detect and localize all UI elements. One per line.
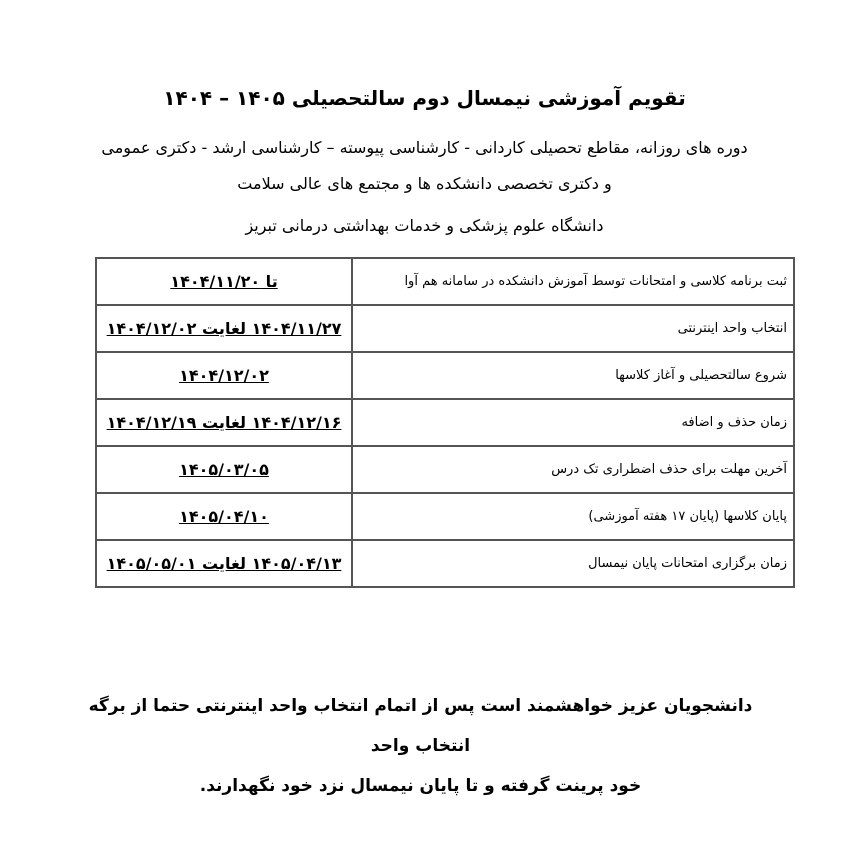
table-row	[96, 352, 794, 399]
subtitle-line-2: و دکتری تخصصی دانشکده ها و مجتمع های عالی سلامت	[237, 174, 612, 193]
table-row	[96, 258, 794, 305]
table-row	[96, 305, 794, 352]
student-notice	[80, 686, 761, 806]
event-date: تا ۱۴۰۴/۱۱/۲۰	[96, 258, 352, 305]
subtitle-line-1: دوره های روزانه، مقاطع تحصیلی کاردانی - کارشناسی پیوسته – کارشناسی ارشد - دکتری عمومی	[101, 138, 748, 157]
table-row	[96, 540, 794, 587]
university-name: دانشگاه علوم پزشکی و خدمات بهداشتی درمانی تبریز	[245, 216, 604, 235]
table-row	[96, 493, 794, 540]
event-description: انتخاب واحد اینترنتی	[352, 305, 794, 352]
page-title: تقویم آموزشی نیمسال دوم سالتحصیلی ۱۴۰۵ – ۱۴۰۴	[163, 86, 686, 110]
event-date: ۱۴۰۴/۱۱/۲۷ لغایت ۱۴۰۴/۱۲/۰۲	[96, 305, 352, 352]
table-row	[96, 446, 794, 493]
notice-line-2: خود پرینت گرفته و تا پایان نیمسال نزد خود نگهدارند.	[199, 776, 642, 796]
program-description	[70, 130, 779, 202]
academic-calendar-table	[95, 257, 795, 588]
event-description: آخرین مهلت برای حذف اضطراری تک درس	[352, 446, 794, 493]
event-date: ۱۴۰۵/۰۴/۱۰	[96, 493, 352, 540]
event-description: شروع سالتحصیلی و آغاز کلاسها	[352, 352, 794, 399]
notice-line-1: دانشجویان عزیز خواهشمند است پس از اتمام انتخاب واحد اینترنتی حتما از برگه انتخاب واحد	[88, 696, 753, 756]
table-row	[96, 399, 794, 446]
event-description: زمان حذف و اضافه	[352, 399, 794, 446]
event-description: پایان کلاسها (پایان ۱۷ هفته آموزشی)	[352, 493, 794, 540]
event-date: ۱۴۰۴/۱۲/۰۲	[96, 352, 352, 399]
event-date: ۱۴۰۵/۰۴/۱۳ لغایت ۱۴۰۵/۰۵/۰۱	[96, 540, 352, 587]
event-date: ۱۴۰۴/۱۲/۱۶ لغایت ۱۴۰۴/۱۲/۱۹	[96, 399, 352, 446]
event-description: زمان برگزاری امتحانات پایان نیمسال	[352, 540, 794, 587]
event-description: ثبت برنامه کلاسی و امتحانات توسط آموزش دانشکده در سامانه هم آوا	[352, 258, 794, 305]
event-date: ۱۴۰۵/۰۳/۰۵	[96, 446, 352, 493]
